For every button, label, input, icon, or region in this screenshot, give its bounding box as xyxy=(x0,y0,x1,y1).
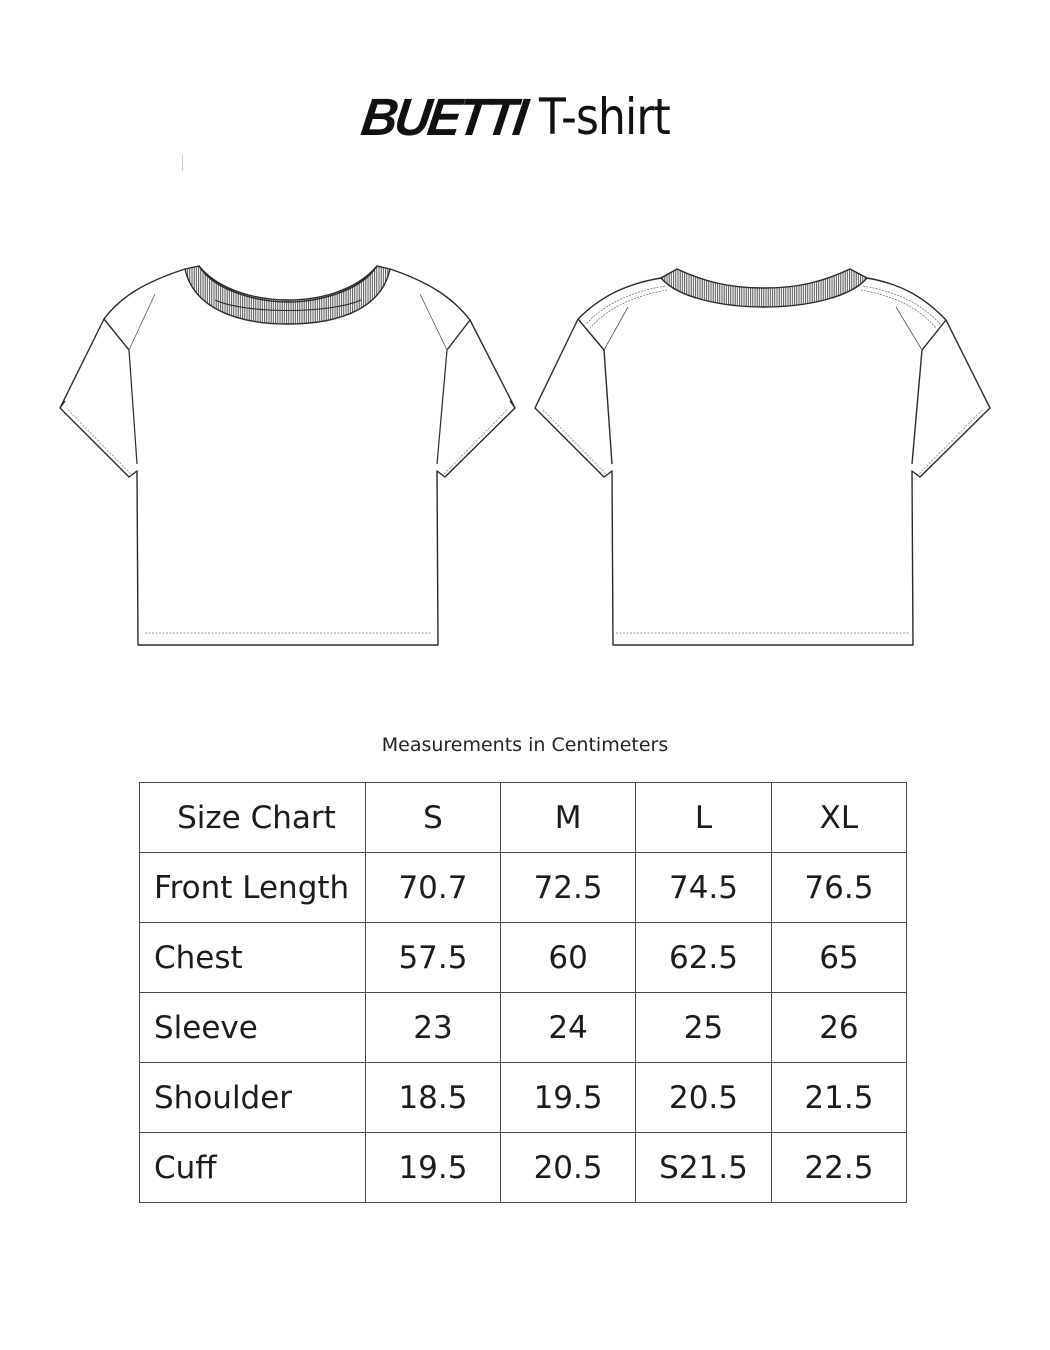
row-label-shoulder: Shoulder xyxy=(140,1063,366,1133)
table-row xyxy=(140,853,907,923)
table-cell: 60 xyxy=(501,923,636,993)
brand-logo: BUETTI xyxy=(358,87,530,147)
size-header-s: S xyxy=(365,783,500,853)
tshirt-front-illustration xyxy=(55,262,525,657)
size-header-m: M xyxy=(501,783,636,853)
row-label-front-length: Front Length xyxy=(140,853,366,923)
page-title xyxy=(0,88,1050,146)
table-cell: 18.5 xyxy=(365,1063,500,1133)
table-row xyxy=(140,1063,907,1133)
table-row xyxy=(140,993,907,1063)
table-cell: 19.5 xyxy=(365,1133,500,1203)
table-cell: S21.5 xyxy=(636,1133,772,1203)
table-cell: 70.7 xyxy=(365,853,500,923)
size-header-l: L xyxy=(636,783,772,853)
tshirt-back-illustration xyxy=(530,262,1000,657)
table-cell: 20.5 xyxy=(501,1133,636,1203)
table-row xyxy=(140,923,907,993)
size-header-xl: XL xyxy=(771,783,906,853)
size-chart-label: Size Chart xyxy=(140,783,366,853)
table-cell: 62.5 xyxy=(636,923,772,993)
table-cell: 22.5 xyxy=(771,1133,906,1203)
table-cell: 23 xyxy=(365,993,500,1063)
table-cell: 25 xyxy=(636,993,772,1063)
table-header-row xyxy=(140,783,907,853)
table-cell: 19.5 xyxy=(501,1063,636,1133)
table-cell: 20.5 xyxy=(636,1063,772,1133)
size-chart-table xyxy=(139,782,907,1203)
table-cell: 72.5 xyxy=(501,853,636,923)
row-label-chest: Chest xyxy=(140,923,366,993)
table-cell: 24 xyxy=(501,993,636,1063)
stray-tick-mark xyxy=(182,155,183,171)
table-cell: 57.5 xyxy=(365,923,500,993)
table-cell: 76.5 xyxy=(771,853,906,923)
table-cell: 21.5 xyxy=(771,1063,906,1133)
row-label-cuff: Cuff xyxy=(140,1133,366,1203)
measurement-unit-caption: Measurements in Centimeters xyxy=(381,734,669,756)
table-cell: 65 xyxy=(771,923,906,993)
table-row xyxy=(140,1133,907,1203)
product-name: T-shirt xyxy=(538,88,670,146)
table-cell: 26 xyxy=(771,993,906,1063)
table-cell: 74.5 xyxy=(636,853,772,923)
row-label-sleeve: Sleeve xyxy=(140,993,366,1063)
